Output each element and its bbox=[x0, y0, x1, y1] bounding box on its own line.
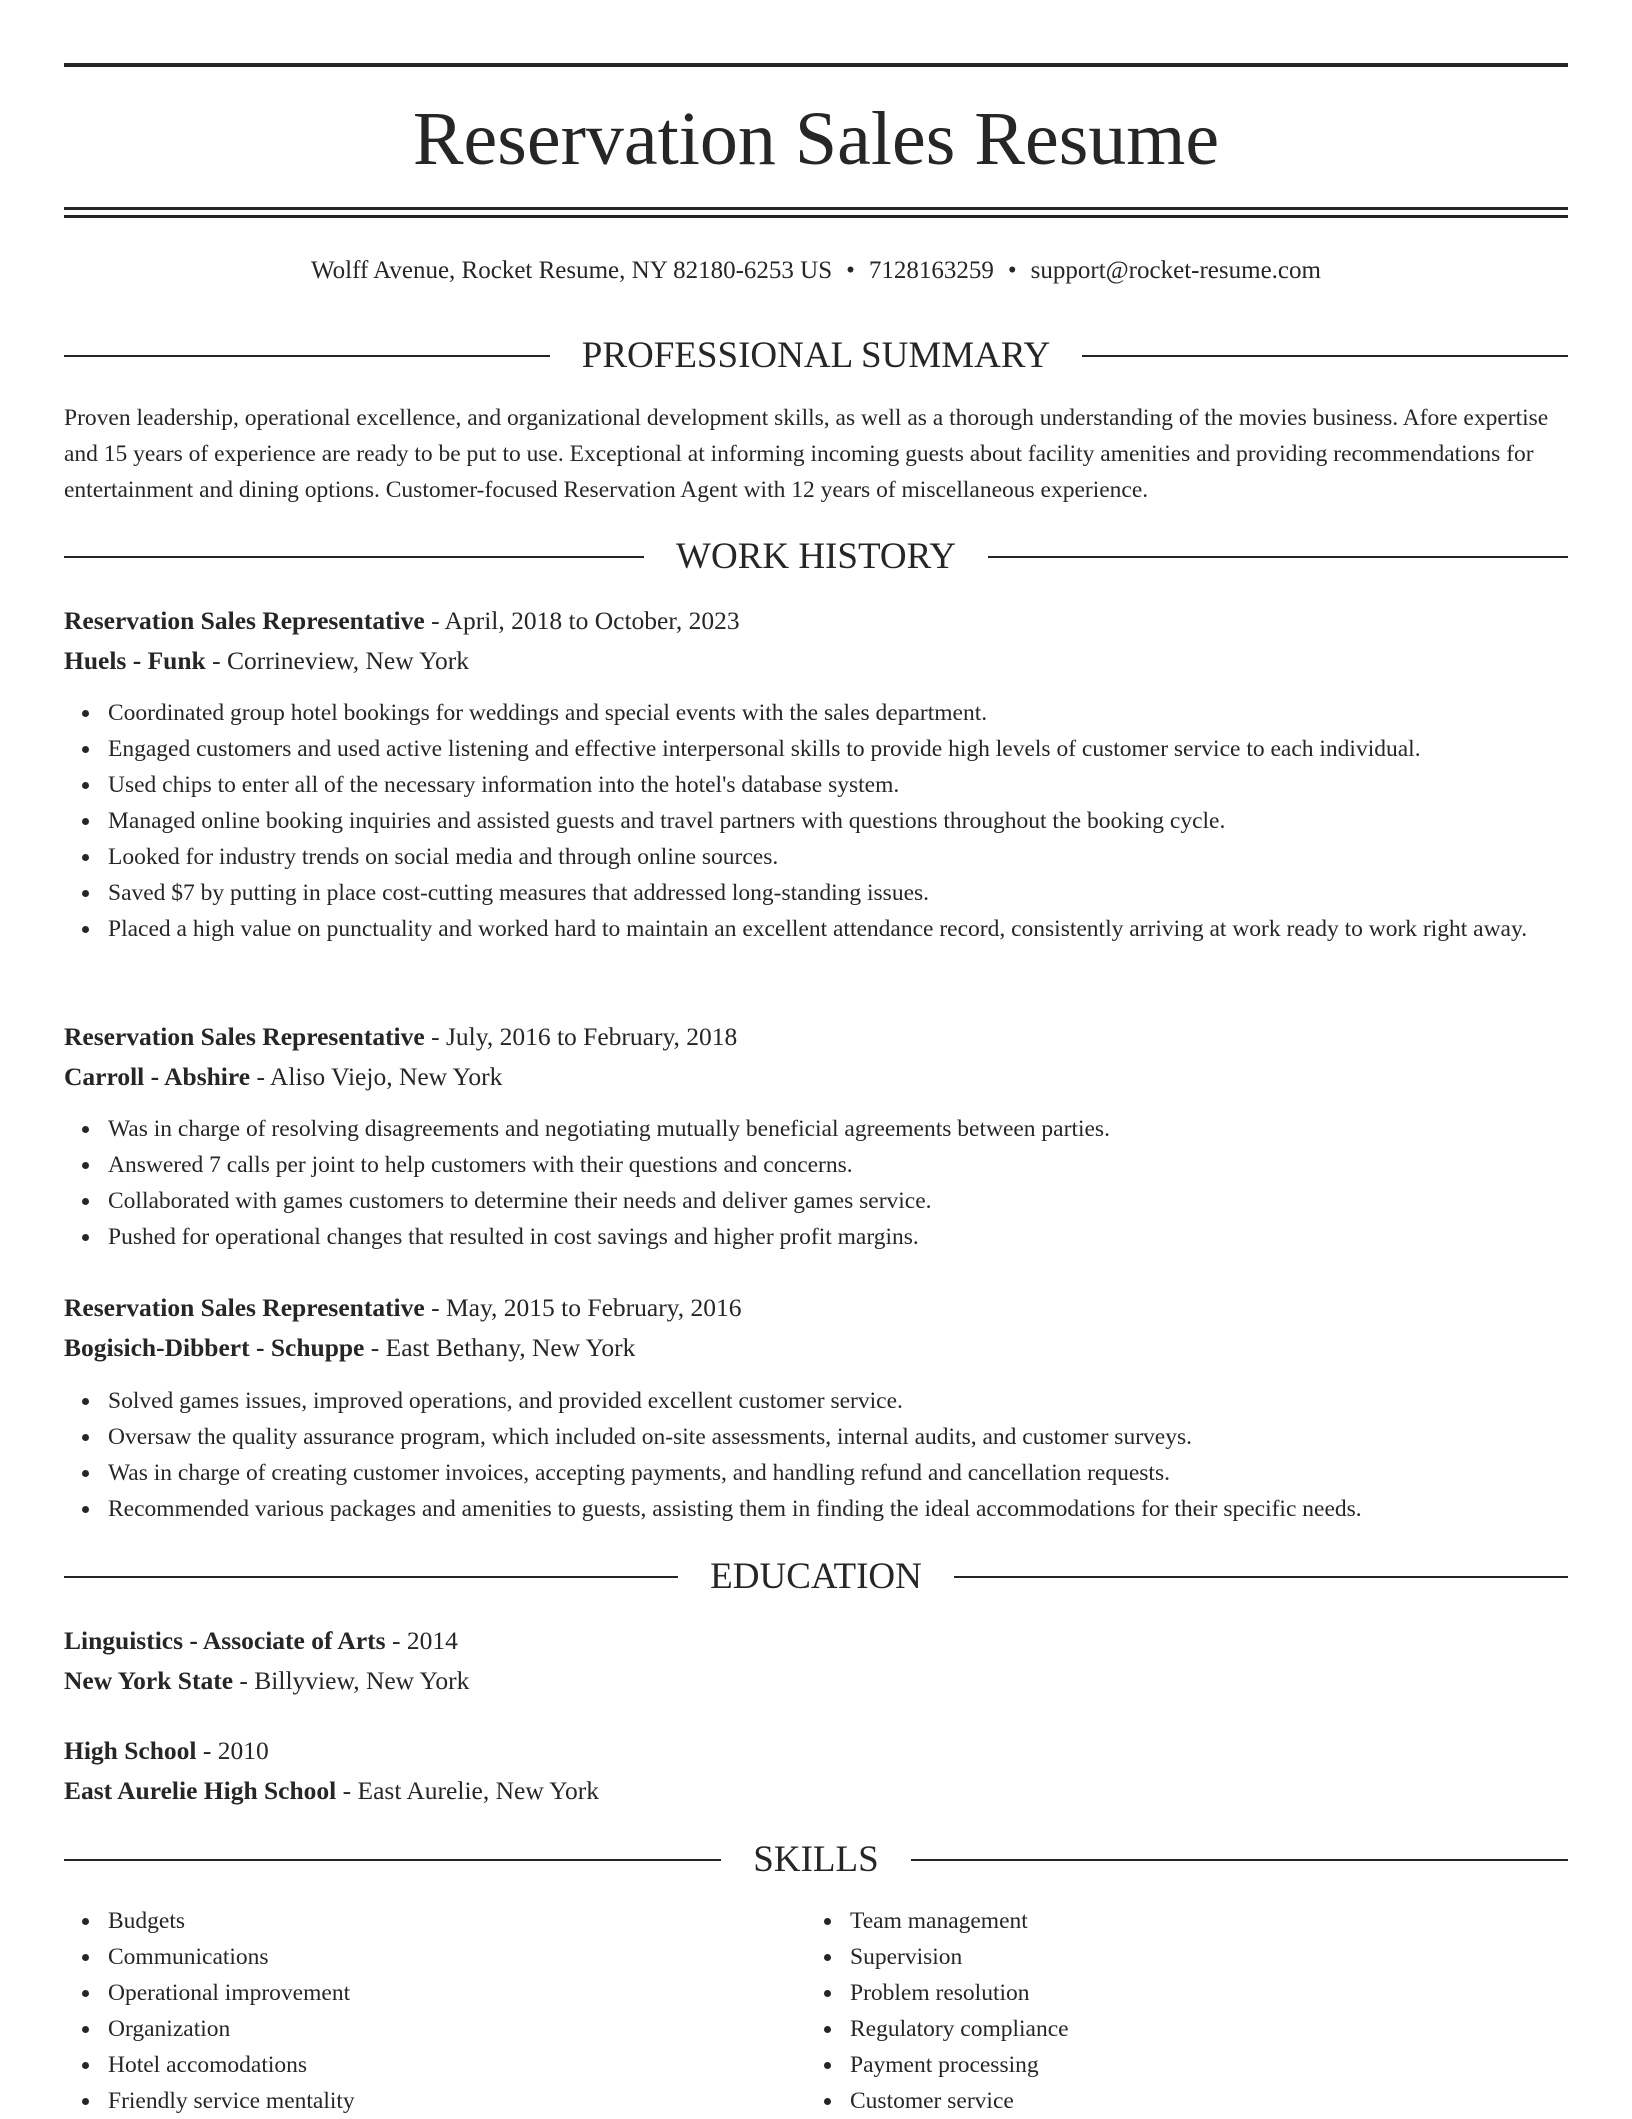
job-entry bbox=[64, 601, 1568, 681]
company-location: - East Bethany, New York bbox=[364, 1333, 636, 1362]
list-item: Coordinated group hotel bookings for weddings and special events with the sales department. bbox=[108, 695, 1568, 731]
list-item: Recommended various packages and amenities to guests, assisting them in finding the ideal accommodations for their specific needs. bbox=[108, 1491, 1568, 1527]
job-title-line bbox=[64, 1288, 1568, 1328]
degree-name: High School bbox=[64, 1736, 197, 1765]
skills-column-left bbox=[64, 1903, 806, 2119]
list-item: Answered 7 calls per joint to help customers with their questions and concerns. bbox=[108, 1147, 1568, 1183]
list-item: Solved games issues, improved operations, and provided excellent customer service. bbox=[108, 1383, 1568, 1419]
school-line bbox=[64, 1661, 1568, 1701]
contact-email: support@rocket-resume.com bbox=[1030, 257, 1321, 284]
school-name: East Aurelie High School bbox=[64, 1776, 337, 1805]
job-title: Reservation Sales Representative bbox=[64, 1022, 425, 1051]
job-bullets bbox=[64, 695, 1568, 947]
job-entry bbox=[64, 1288, 1568, 1368]
job-bullets bbox=[64, 1383, 1568, 1527]
section-title: SKILLS bbox=[753, 1839, 879, 1880]
education-entry bbox=[64, 1621, 1568, 1701]
list-item: Oversaw the quality assurance program, which included on-site assessments, internal audits, and customer surveys. bbox=[108, 1419, 1568, 1455]
list-item: Saved $7 by putting in place cost-cutting measures that addressed long-standing issues. bbox=[108, 875, 1568, 911]
company-location: - Corrineview, New York bbox=[205, 646, 469, 675]
list-item: Engaged customers and used active listening and effective interpersonal skills to provide high levels of customer service to each individual. bbox=[108, 731, 1568, 767]
job-dates: - July, 2016 to February, 2018 bbox=[424, 1022, 738, 1051]
heading-rule bbox=[64, 556, 644, 558]
list-item: Hotel accomodations bbox=[108, 2047, 806, 2083]
contact-address: Wolff Avenue, Rocket Resume, NY 82180-6253 US bbox=[311, 257, 833, 284]
company-location: - Aliso Viejo, New York bbox=[250, 1062, 503, 1091]
heading-rule bbox=[64, 355, 550, 357]
list-item: Team management bbox=[850, 1903, 1548, 1939]
list-item: Was in charge of resolving disagreements and negotiating mutually beneficial agreements between parties. bbox=[108, 1111, 1568, 1147]
list-item: Used chips to enter all of the necessary information into the hotel's database system. bbox=[108, 767, 1568, 803]
section-heading-education bbox=[64, 1555, 1568, 1599]
job-company-line bbox=[64, 1057, 1568, 1097]
job-dates: - April, 2018 to October, 2023 bbox=[424, 606, 740, 635]
job-dates: - May, 2015 to February, 2016 bbox=[424, 1293, 742, 1322]
section-heading-work-history bbox=[64, 535, 1568, 579]
skills-list bbox=[64, 1903, 1568, 2119]
education-entry bbox=[64, 1731, 1568, 1811]
list-item: Budgets bbox=[108, 1903, 806, 1939]
page-title: Reservation Sales Resume bbox=[412, 97, 1220, 181]
contact-phone: 7128163259 bbox=[868, 257, 994, 284]
job-company-line bbox=[64, 641, 1568, 681]
list-item: Collaborated with games customers to determine their needs and deliver games service. bbox=[108, 1183, 1568, 1219]
skills-column-right bbox=[806, 1903, 1548, 2119]
degree-year: - 2010 bbox=[196, 1736, 269, 1765]
summary-block bbox=[64, 400, 1568, 508]
list-item: Managed online booking inquiries and assisted guests and travel partners with questions throughout the booking cycle. bbox=[108, 803, 1568, 839]
job-company-line bbox=[64, 1328, 1568, 1368]
heading-rule bbox=[1082, 355, 1568, 357]
header bbox=[64, 95, 1568, 183]
job-bullets bbox=[64, 1111, 1568, 1255]
heading-rule bbox=[64, 1859, 721, 1861]
job-entry bbox=[64, 1017, 1568, 1097]
list-item: Customer service bbox=[850, 2083, 1548, 2119]
contact-line bbox=[64, 255, 1568, 287]
heading-rule bbox=[911, 1859, 1568, 1861]
heading-rule bbox=[988, 556, 1568, 558]
school-name: New York State bbox=[64, 1666, 234, 1695]
list-item: Organization bbox=[108, 2011, 806, 2047]
section-heading-skills bbox=[64, 1838, 1568, 1882]
heading-rule bbox=[954, 1576, 1568, 1578]
header-bottom-rule bbox=[64, 207, 1568, 218]
section-title: WORK HISTORY bbox=[676, 536, 956, 577]
job-title: Reservation Sales Representative bbox=[64, 1293, 425, 1322]
list-item: Operational improvement bbox=[108, 1975, 806, 2011]
section-title: EDUCATION bbox=[710, 1556, 922, 1597]
job-title-line bbox=[64, 1017, 1568, 1057]
list-item: Payment processing bbox=[850, 2047, 1548, 2083]
school-location: - Billyview, New York bbox=[233, 1666, 470, 1695]
degree-year: - 2014 bbox=[385, 1626, 458, 1655]
contact-separator: • bbox=[846, 257, 855, 284]
list-item: Pushed for operational changes that resulted in cost savings and higher profit margins. bbox=[108, 1219, 1568, 1255]
degree-name: Linguistics - Associate of Arts bbox=[64, 1626, 386, 1655]
list-item: Regulatory compliance bbox=[850, 2011, 1548, 2047]
list-item: Problem resolution bbox=[850, 1975, 1548, 2011]
section-title: PROFESSIONAL SUMMARY bbox=[581, 335, 1051, 376]
list-item: Placed a high value on punctuality and worked hard to maintain an excellent attendance record, consistently arriving at work ready to work right away. bbox=[108, 911, 1568, 947]
list-item: Looked for industry trends on social media and through online sources. bbox=[108, 839, 1568, 875]
list-item: Communications bbox=[108, 1939, 806, 1975]
school-location: - East Aurelie, New York bbox=[336, 1776, 600, 1805]
list-item: Was in charge of creating customer invoices, accepting payments, and handling refund and cancellation requests. bbox=[108, 1455, 1568, 1491]
company-name: Carroll - Abshire bbox=[64, 1062, 251, 1091]
header-top-rule bbox=[64, 63, 1568, 67]
job-title-line bbox=[64, 601, 1568, 641]
heading-rule bbox=[64, 1576, 678, 1578]
list-item: Friendly service mentality bbox=[108, 2083, 806, 2119]
contact-separator: • bbox=[1007, 257, 1017, 284]
degree-line bbox=[64, 1731, 1568, 1771]
degree-line bbox=[64, 1621, 1568, 1661]
company-name: Huels - Funk bbox=[64, 646, 206, 675]
school-line bbox=[64, 1771, 1568, 1811]
job-title: Reservation Sales Representative bbox=[64, 606, 425, 635]
section-heading-summary bbox=[64, 334, 1568, 378]
list-item: Supervision bbox=[850, 1939, 1548, 1975]
company-name: Bogisich-Dibbert - Schuppe bbox=[64, 1333, 365, 1362]
summary-text: Proven leadership, operational excellence, and organizational development skills, as well as a thorough understanding of the movies business. Afore expertise and 15 years of experience are ready to be put to use. Exceptional at informing incoming guests about facility amenities and providing recommendations for entertainment and dining options. Customer-focused Reservation Agent with 12 years of miscellaneous experience. bbox=[64, 405, 1549, 503]
